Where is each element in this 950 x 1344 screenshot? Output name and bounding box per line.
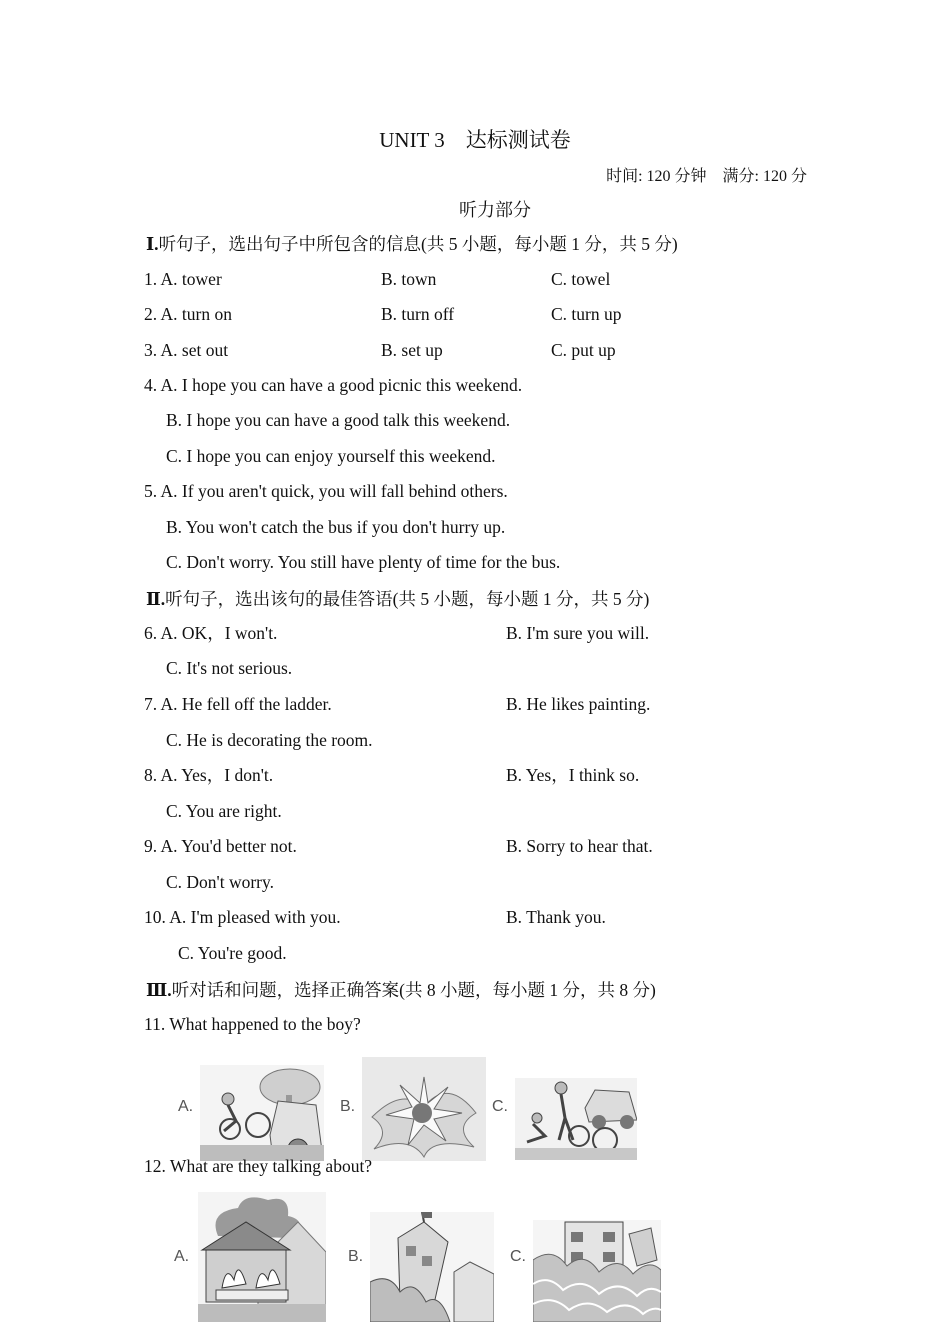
q8-option-c: C. You are right.	[166, 801, 282, 821]
q7-option-c: C. He is decorating the room.	[166, 730, 373, 750]
q12-image-a-house-fire	[198, 1192, 326, 1322]
part1-heading	[146, 231, 678, 256]
q12-label-b: B.	[348, 1248, 364, 1265]
q5-option-b: B. You won't catch the bus if you don't hurry up.	[166, 517, 506, 537]
q6-option-c: C. It's not serious.	[166, 658, 293, 678]
q7-option-a: 7. A. He fell off the ladder.	[144, 694, 332, 714]
q12-question: 12. What are they talking about?	[144, 1156, 373, 1176]
q12-label-a: A.	[174, 1248, 190, 1265]
q2-option-b: B. turn off	[381, 304, 455, 324]
q4-option-c: C. I hope you can enjoy yourself this weekend.	[166, 446, 496, 466]
q6-option-b: B. I'm sure you will.	[506, 623, 650, 643]
q11-label-b: B.	[340, 1098, 356, 1115]
q3-option-a: 3. A. set out	[144, 340, 229, 360]
q8-option-b: B. Yes，I think so.	[506, 765, 640, 785]
q12-image-b-earthquake	[370, 1212, 494, 1322]
part3-number: Ⅲ.	[146, 980, 172, 1000]
q11-image-c-boy-fell-from-bike	[515, 1078, 637, 1160]
q11-image-a-bike-car-accident	[200, 1065, 324, 1161]
q12-label-c: C.	[510, 1248, 526, 1265]
part2-heading	[146, 586, 649, 611]
q9-option-b: B. Sorry to hear that.	[506, 836, 653, 856]
q4-option-a: 4. A. I hope you can have a good picnic this weekend.	[144, 375, 523, 395]
q2-option-a: 2. A. turn on	[144, 304, 232, 324]
q9-option-a: 9. A. You'd better not.	[144, 836, 297, 856]
q2-option-c: C. turn up	[551, 304, 622, 324]
q9-option-c: C. Don't worry.	[166, 872, 274, 892]
q12-image-c-flood	[533, 1220, 661, 1322]
part1-heading-text: 听句子，选出句子中所包含的信息(共 5 小题，每小题 1 分，共 5 分)	[158, 234, 678, 254]
section-title: 听力部分	[459, 200, 531, 220]
q7-option-b: B. He likes painting.	[506, 694, 651, 714]
q11-image-b-explosion	[362, 1057, 486, 1161]
part1-number: Ⅰ.	[146, 234, 159, 254]
part2-heading-text: 听句子，选出该句的最佳答语(共 5 小题，每小题 1 分，共 5 分)	[165, 589, 650, 609]
q4-option-b: B. I hope you can have a good talk this weekend.	[166, 410, 511, 430]
q5-option-a: 5. A. If you aren't quick, you will fall behind others.	[144, 481, 508, 501]
q10-option-a: 10. A. I'm pleased with you.	[144, 907, 341, 927]
q11-label-c: C.	[492, 1098, 508, 1115]
q11-label-a: A.	[178, 1098, 194, 1115]
q10-option-b: B. Thank you.	[506, 907, 606, 927]
q6-option-a: 6. A. OK，I won't.	[144, 623, 278, 643]
q1-option-a: 1. A. tower	[144, 269, 222, 289]
q3-option-c: C. put up	[551, 340, 616, 360]
q11-question: 11. What happened to the boy?	[144, 1014, 361, 1034]
part3-heading	[146, 977, 656, 1002]
exam-meta: 时间: 120 分钟 满分: 120 分	[606, 168, 807, 185]
q8-option-a: 8. A. Yes，I don't.	[144, 765, 274, 785]
page-title: UNIT 3 达标测试卷	[379, 128, 571, 152]
q5-option-c: C. Don't worry. You still have plenty of time for the bus.	[166, 552, 561, 572]
q1-option-b: B. town	[381, 269, 437, 289]
q1-option-c: C. towel	[551, 269, 611, 289]
part2-number: Ⅱ.	[146, 589, 166, 609]
q10-option-c: C. You're good.	[178, 943, 287, 963]
part3-heading-text: 听对话和问题，选择正确答案(共 8 小题，每小题 1 分，共 8 分)	[171, 980, 656, 1000]
q3-option-b: B. set up	[381, 340, 443, 360]
